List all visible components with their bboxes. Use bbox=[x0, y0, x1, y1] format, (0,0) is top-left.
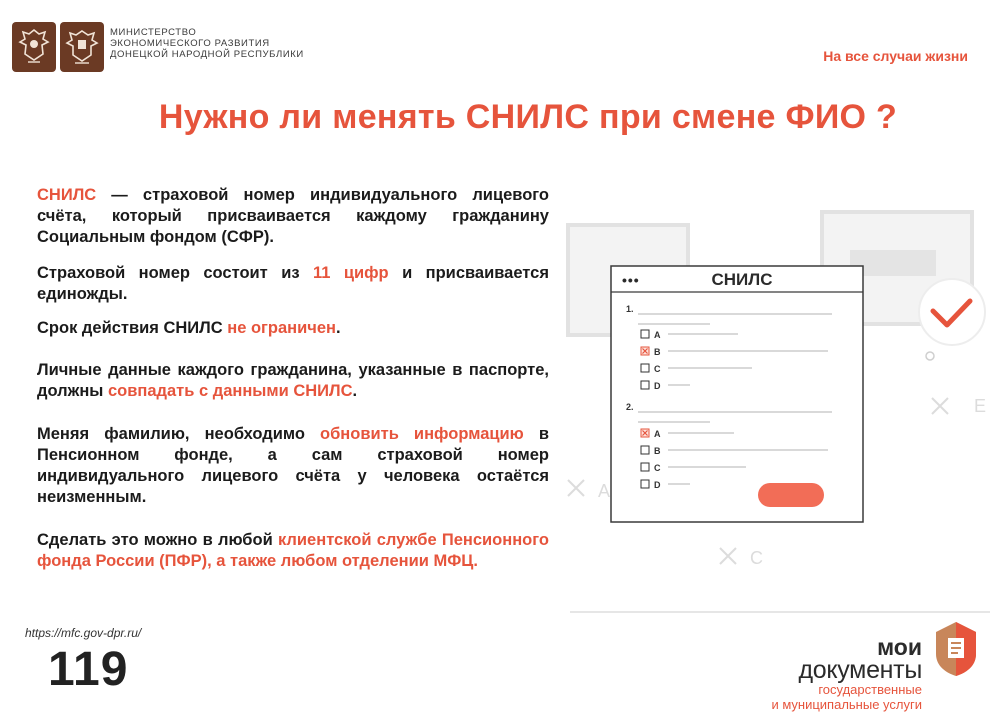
coat-of-arms-icon bbox=[12, 22, 56, 72]
paragraph-text: Срок действия СНИЛС bbox=[37, 319, 228, 337]
card-title: СНИЛС bbox=[711, 270, 773, 289]
ministry-line: ДОНЕЦКОЙ НАРОДНОЙ РЕСПУБЛИКИ bbox=[110, 49, 304, 60]
background-letter: C bbox=[750, 548, 763, 568]
submit-pill bbox=[758, 483, 824, 507]
accent-text: обновить информацию bbox=[320, 425, 524, 443]
paragraph bbox=[37, 424, 549, 508]
slogan: На все случаи жизни bbox=[823, 48, 968, 64]
decor-circle bbox=[926, 352, 934, 360]
snils-card-illustration bbox=[560, 200, 1000, 620]
cross-mark-icon bbox=[568, 480, 584, 496]
option-label: B bbox=[654, 446, 661, 456]
paragraph bbox=[37, 360, 549, 402]
accent-text: совпадать с данными СНИЛС bbox=[107, 382, 353, 400]
page-title bbox=[0, 98, 1000, 137]
cross-mark-icon bbox=[932, 398, 948, 414]
checkmark-badge bbox=[919, 279, 985, 345]
paragraph-text: и присваивается единожды. bbox=[37, 264, 549, 303]
moi-dokumenty-logo-icon bbox=[930, 618, 982, 678]
background-letter: E bbox=[974, 396, 987, 416]
ministry-line: ЭКОНОМИЧЕСКОГО РАЗВИТИЯ bbox=[110, 38, 270, 49]
coat-of-arms-icon bbox=[60, 22, 104, 72]
option-label: D bbox=[654, 381, 661, 391]
option-label: A bbox=[654, 330, 661, 340]
accent-text: СНИЛС bbox=[37, 186, 97, 204]
accent-text: не ограничен bbox=[227, 319, 336, 337]
question-number: 2. bbox=[626, 402, 634, 412]
ministry-name bbox=[110, 27, 304, 60]
paragraph-text: — страховой номер индивидуального лицевого счёта, который присваивается каждому гражданину Социальным фондом (СФР). bbox=[37, 186, 549, 246]
ministry-line: МИНИСТЕРСТВО bbox=[110, 27, 197, 38]
paragraph-text: Страховой номер состоит из bbox=[37, 264, 313, 282]
paragraph bbox=[37, 263, 549, 305]
paragraph-text: Сделать это можно в любой bbox=[37, 531, 278, 549]
cross-mark-icon bbox=[720, 548, 736, 564]
website-url[interactable]: https://mfc.gov-dpr.ru/ bbox=[25, 626, 142, 640]
background-letter: A bbox=[598, 481, 611, 501]
paragraph-text: Личные данные каждого гражданина, указанные в паспорте, должны bbox=[37, 361, 549, 400]
option-label: B bbox=[654, 347, 661, 357]
brand-subtitle: государственные bbox=[818, 682, 922, 697]
paragraph-text: . bbox=[336, 319, 341, 337]
brand-line: мои bbox=[877, 634, 922, 660]
option-label: D bbox=[654, 480, 661, 490]
paragraph-text: в Пенсионном фонде, а сам страховой номер индивидуального лицевого счёта у человека остаётся неизменным. bbox=[37, 425, 549, 506]
paragraph-text: . bbox=[352, 382, 358, 400]
paragraph-text: Меняя фамилию, необходимо bbox=[37, 425, 321, 443]
option-label: C bbox=[654, 463, 661, 473]
brand-wordmark bbox=[771, 636, 922, 712]
paragraph bbox=[37, 185, 549, 248]
question-number: 1. bbox=[626, 304, 634, 314]
accent-text: 11 цифр bbox=[312, 264, 389, 282]
brand-line: документы bbox=[798, 656, 922, 684]
paragraph bbox=[37, 318, 549, 339]
page-number: 119 bbox=[48, 643, 129, 696]
page-title-text: Нужно ли менять СНИЛС при смене ФИО ? bbox=[158, 98, 898, 136]
accent-text: клиентской службе Пенсионного фонда России (ПФР), а также любом отделении МФЦ. bbox=[37, 531, 549, 570]
card-dots: ••• bbox=[622, 272, 640, 288]
article-body bbox=[37, 185, 549, 572]
brand-subtitle: и муниципальные услуги bbox=[771, 697, 922, 712]
option-label: C bbox=[654, 364, 661, 374]
paragraph bbox=[37, 530, 549, 572]
option-label: A bbox=[654, 429, 661, 439]
